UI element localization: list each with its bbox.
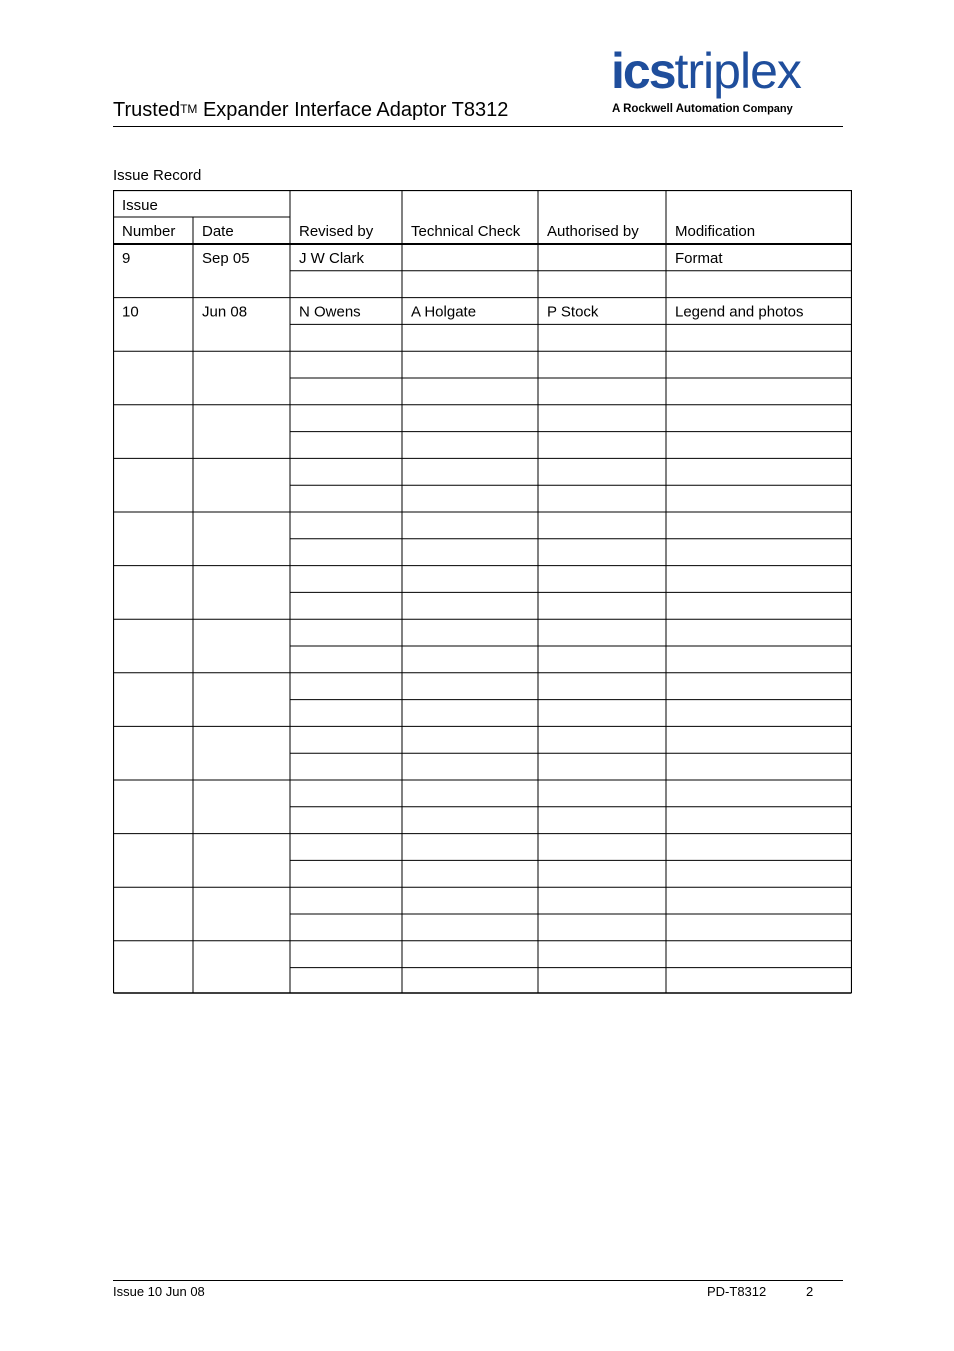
- logo-wordmark: [611, 43, 801, 99]
- logo-tagline-prefix: A: [612, 103, 624, 115]
- logo-brand-bold: ics: [611, 43, 675, 99]
- header-authorised-by: Authorised by: [547, 223, 639, 240]
- cell-number: 10: [122, 303, 139, 321]
- header-modification: Modification: [675, 223, 756, 240]
- header-revised-by: Revised by: [299, 223, 374, 240]
- cell-revised-by: N Owens: [299, 303, 361, 321]
- cell-date: Jun 08: [202, 303, 248, 321]
- cell-technical-check: A Holgate: [411, 303, 477, 321]
- logo-brand-light: triplex: [674, 43, 801, 99]
- cell-modification: Format: [675, 250, 723, 267]
- section-label: Issue Record: [113, 167, 202, 184]
- cell-number: 9: [122, 250, 131, 267]
- issue-record-table: [113, 190, 852, 994]
- footer-document-code: PD-T8312: [707, 1284, 767, 1299]
- cell-authorised-by: P Stock: [547, 303, 599, 321]
- footer-page-number: 2: [806, 1284, 814, 1299]
- logo-tagline-suffix: Company: [739, 103, 793, 115]
- header-date: Date: [202, 223, 234, 240]
- logo-tagline: [612, 103, 793, 115]
- document-title: [113, 99, 508, 122]
- logo-tagline-bold: Rockwell Automation: [623, 103, 740, 115]
- header-number: Number: [122, 223, 176, 240]
- title-suffix: Expander Interface Adaptor T8312: [197, 99, 509, 121]
- header-technical-check: Technical Check: [411, 223, 521, 240]
- footer-issue: Issue 10 Jun 08: [113, 1284, 205, 1299]
- header-divider: [113, 126, 843, 127]
- title-prefix: Trusted: [113, 99, 181, 121]
- trademark-superscript: TM: [180, 102, 198, 116]
- footer-divider: [113, 1280, 843, 1281]
- cell-date: Sep 05: [202, 250, 250, 267]
- company-logo: [611, 43, 843, 120]
- cell-modification: Legend and photos: [675, 303, 804, 321]
- header-issue: Issue: [122, 197, 158, 214]
- cell-revised-by: J W Clark: [299, 250, 364, 267]
